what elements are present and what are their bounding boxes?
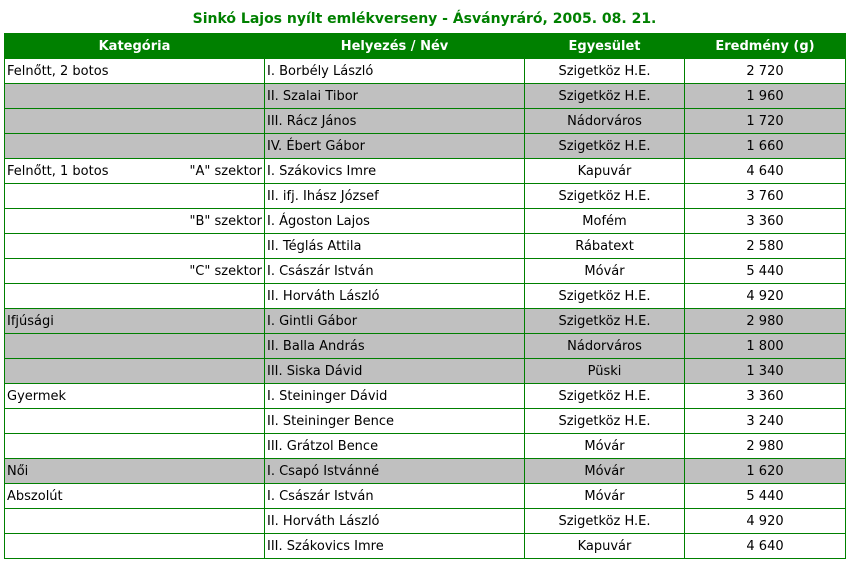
category-cell <box>5 534 265 559</box>
category-label: Felnőtt, 1 botos <box>7 163 109 179</box>
club-cell: Szigetköz H.E. <box>525 509 685 534</box>
category-cell <box>5 234 265 259</box>
table-row <box>5 484 846 509</box>
table-header <box>5 34 846 59</box>
category-cell <box>5 384 265 409</box>
name-cell: I. Borbély László <box>265 59 525 84</box>
result-cell: 1 660 <box>685 134 846 159</box>
club-cell: Szigetköz H.E. <box>525 384 685 409</box>
category-cell <box>5 484 265 509</box>
table-row <box>5 509 846 534</box>
header-name: Helyezés / Név <box>265 34 525 59</box>
name-cell: III. Siska Dávid <box>265 359 525 384</box>
result-cell: 1 720 <box>685 109 846 134</box>
category-cell <box>5 309 265 334</box>
result-cell: 3 360 <box>685 209 846 234</box>
club-cell: Nádorváros <box>525 109 685 134</box>
club-cell: Nádorváros <box>525 334 685 359</box>
result-cell: 5 440 <box>685 259 846 284</box>
club-cell: Szigetköz H.E. <box>525 284 685 309</box>
table-row <box>5 284 846 309</box>
header-result: Eredmény (g) <box>685 34 846 59</box>
name-cell: I. Steininger Dávid <box>265 384 525 409</box>
table-row <box>5 459 846 484</box>
club-cell: Szigetköz H.E. <box>525 134 685 159</box>
name-cell: III. Grátzol Bence <box>265 434 525 459</box>
result-cell: 5 440 <box>685 484 846 509</box>
name-cell: IV. Ébert Gábor <box>265 134 525 159</box>
club-cell: Szigetköz H.E. <box>525 309 685 334</box>
result-cell: 4 640 <box>685 534 846 559</box>
table-row <box>5 334 846 359</box>
table-row <box>5 434 846 459</box>
name-cell: II. Horváth László <box>265 509 525 534</box>
category-cell <box>5 59 265 84</box>
table-body <box>5 59 846 559</box>
name-cell: II. Horváth László <box>265 284 525 309</box>
header-row <box>5 34 846 59</box>
club-cell: Mofém <box>525 209 685 234</box>
category-cell <box>5 209 265 234</box>
result-cell: 2 980 <box>685 434 846 459</box>
table-row <box>5 384 846 409</box>
category-label: Abszolút <box>7 488 63 504</box>
table-row <box>5 359 846 384</box>
result-cell: 3 240 <box>685 409 846 434</box>
club-cell: Móvár <box>525 259 685 284</box>
category-cell <box>5 109 265 134</box>
table-row <box>5 409 846 434</box>
category-cell <box>5 84 265 109</box>
category-cell <box>5 284 265 309</box>
result-cell: 1 620 <box>685 459 846 484</box>
category-cell <box>5 409 265 434</box>
category-cell <box>5 459 265 484</box>
table-row <box>5 209 846 234</box>
name-cell: II. ifj. Ihász József <box>265 184 525 209</box>
result-cell: 3 760 <box>685 184 846 209</box>
category-cell <box>5 359 265 384</box>
category-cell <box>5 184 265 209</box>
category-label: Felnőtt, 2 botos <box>7 63 109 79</box>
club-cell: Móvár <box>525 434 685 459</box>
sector-label: "A" szektor <box>189 163 262 179</box>
table-row <box>5 84 846 109</box>
results-table <box>4 33 846 559</box>
club-cell: Szigetköz H.E. <box>525 184 685 209</box>
category-cell <box>5 434 265 459</box>
table-row <box>5 59 846 84</box>
name-cell: I. Szákovics Imre <box>265 159 525 184</box>
name-cell: II. Szalai Tibor <box>265 84 525 109</box>
club-cell: Püski <box>525 359 685 384</box>
club-cell: Móvár <box>525 459 685 484</box>
table-row <box>5 234 846 259</box>
header-club: Egyesület <box>525 34 685 59</box>
table-row <box>5 159 846 184</box>
category-label: Női <box>7 463 29 479</box>
club-cell: Rábatext <box>525 234 685 259</box>
name-cell: II. Balla András <box>265 334 525 359</box>
club-cell: Szigetköz H.E. <box>525 409 685 434</box>
category-cell <box>5 259 265 284</box>
category-label: Gyermek <box>7 388 67 404</box>
name-cell: I. Császár István <box>265 259 525 284</box>
table-row <box>5 184 846 209</box>
result-cell: 2 720 <box>685 59 846 84</box>
result-cell: 1 340 <box>685 359 846 384</box>
club-cell: Szigetköz H.E. <box>525 84 685 109</box>
result-cell: 1 800 <box>685 334 846 359</box>
result-cell: 3 360 <box>685 384 846 409</box>
category-cell <box>5 159 265 184</box>
club-cell: Móvár <box>525 484 685 509</box>
category-label: Ifjúsági <box>7 313 54 329</box>
club-cell: Kapuvár <box>525 159 685 184</box>
table-row <box>5 534 846 559</box>
sector-label: "C" szektor <box>189 263 262 279</box>
result-cell: 2 580 <box>685 234 846 259</box>
club-cell: Kapuvár <box>525 534 685 559</box>
name-cell: II. Téglás Attila <box>265 234 525 259</box>
name-cell: III. Rácz János <box>265 109 525 134</box>
result-cell: 4 920 <box>685 284 846 309</box>
page-title: Sinkó Lajos nyílt emlékverseny - Ásványráró, 2005. 08. 21. <box>192 11 657 27</box>
name-cell: II. Steininger Bence <box>265 409 525 434</box>
header-category: Kategória <box>5 34 265 59</box>
category-cell <box>5 509 265 534</box>
result-cell: 1 960 <box>685 84 846 109</box>
result-cell: 4 640 <box>685 159 846 184</box>
sector-label: "B" szektor <box>189 213 262 229</box>
category-cell <box>5 134 265 159</box>
result-cell: 4 920 <box>685 509 846 534</box>
table-row <box>5 134 846 159</box>
table-row <box>5 309 846 334</box>
name-cell: III. Szákovics Imre <box>265 534 525 559</box>
name-cell: I. Ágoston Lajos <box>265 209 525 234</box>
name-cell: I. Császár István <box>265 484 525 509</box>
name-cell: I. Gintli Gábor <box>265 309 525 334</box>
club-cell: Szigetköz H.E. <box>525 59 685 84</box>
name-cell: I. Csapó Istvánné <box>265 459 525 484</box>
table-row <box>5 109 846 134</box>
table-row <box>5 259 846 284</box>
result-cell: 2 980 <box>685 309 846 334</box>
category-cell <box>5 334 265 359</box>
